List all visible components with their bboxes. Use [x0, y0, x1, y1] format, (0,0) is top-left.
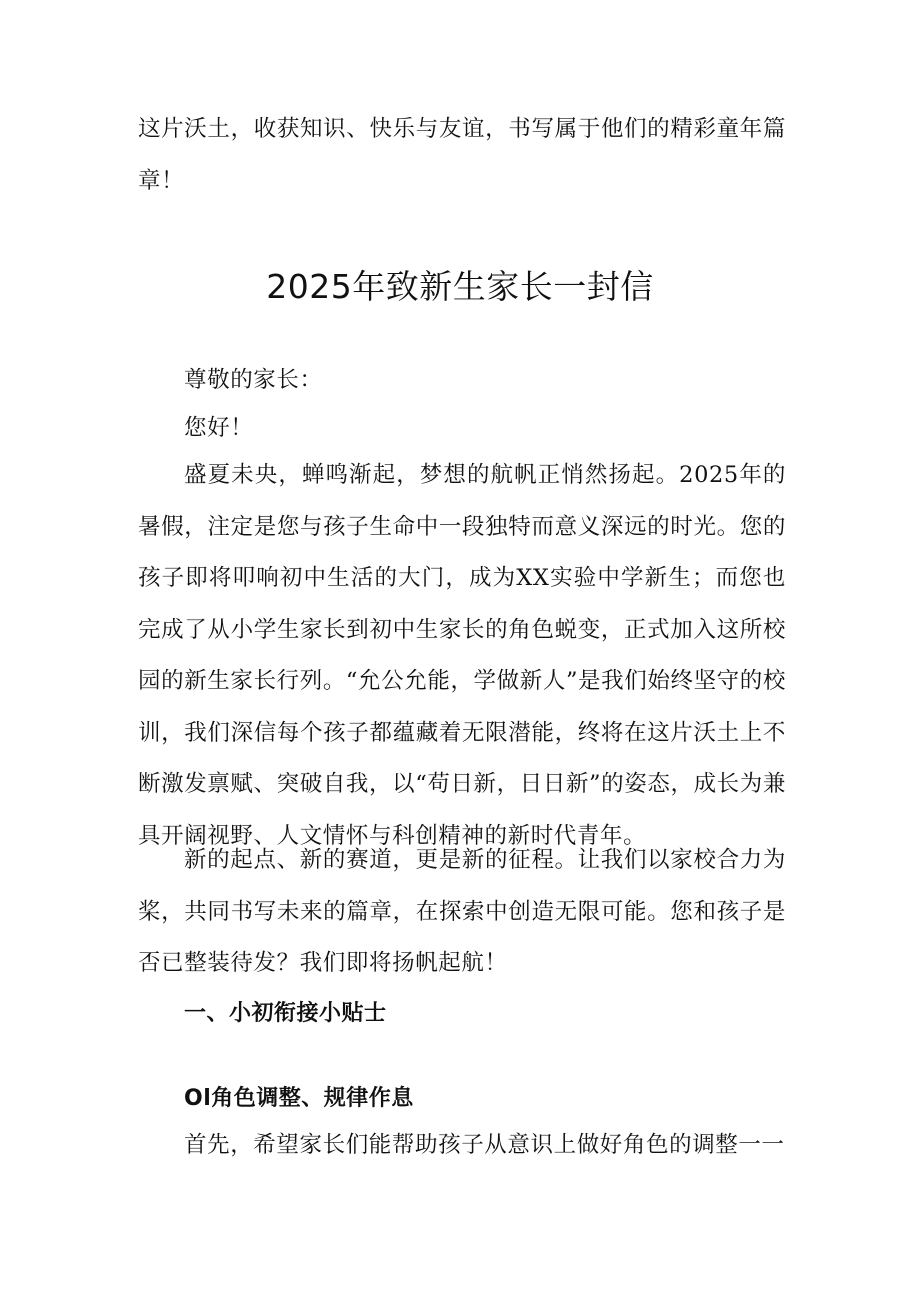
body-paragraph-2: 新的起点、新的赛道，更是新的征程。让我们以家校合力为桨，共同书写未来的篇章，在探索中创造无限可能。您和孩子是否已整装待发？我们即将扬帆起航！ [138, 847, 786, 976]
subsection-heading: Ol角色调整、规律作息 [184, 1086, 414, 1111]
body-paragraph-3: 首先，希望家长们能帮助孩子从意识上做好角色的调整一一 [184, 1132, 785, 1158]
continuation-paragraph: 这片沃土，收获知识、快乐与友谊，书写属于他们的精彩童年篇章！ [138, 116, 786, 194]
letter-title: 2025年致新生家长一封信 [266, 267, 654, 306]
section-heading: 一、小初衔接小贴士 [184, 1001, 387, 1026]
salutation: 尊敬的家长： [184, 367, 323, 393]
greeting: 您好！ [184, 415, 254, 441]
body-paragraph-1: 盛夏未央，蝉鸣渐起，梦想的航帆正悄然扬起。2025年的暑假，注定是您与孩子生命中一段独特而意义深远的时光。您的孩子即将叩响初中生活的大门，成为XX实验中学新生；而您也完成了从小学生家长到初中生家长的角色蜕变，正式加入这所校园的新生家长行列。“允公允能，学做新人”是我们始终坚守的校训，我们深信每个孩子都蕴藏着无限潜能，终将在这片沃土上不断激发禀赋、突破自我，以“苟日新，日日新”的姿态，成长为兼具开阔视野、人文情怀与科创精神的新时代青年。 [138, 462, 786, 849]
